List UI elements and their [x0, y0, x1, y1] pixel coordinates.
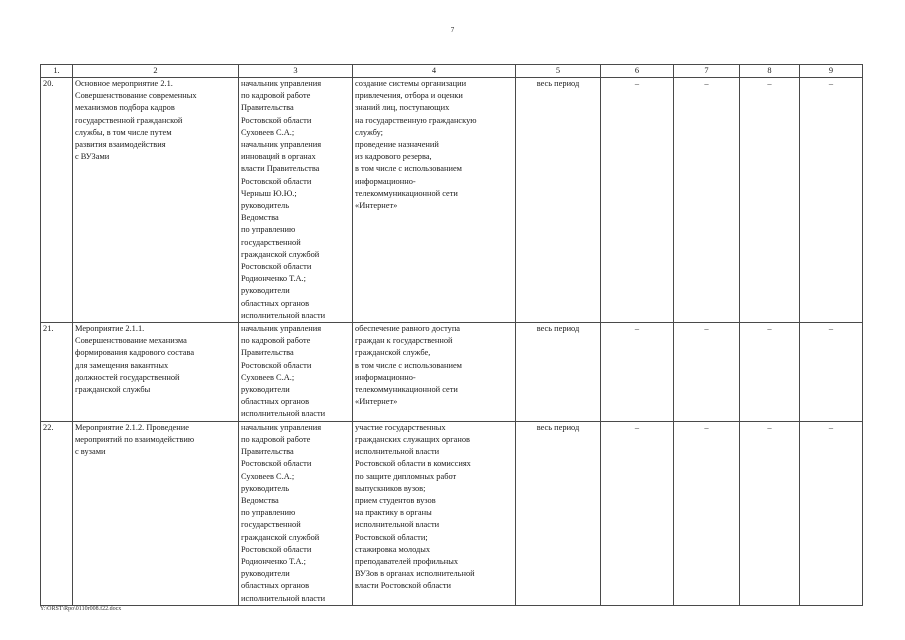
value-cell: –	[601, 421, 674, 605]
table-row	[41, 78, 863, 323]
row-number: 22.	[41, 421, 73, 605]
responsible-executor: начальник управления по кадровой работе Правительства Ростовской области Суховеев С.А.; руководители областных органов исполнительной власти	[239, 323, 353, 422]
column-header: 2	[73, 65, 239, 78]
value-cell: –	[601, 78, 674, 323]
expected-result: участие государственных гражданских служащих органов исполнительной власти Ростовской области в комиссиях по защите дипломных работ выпускников вузов; прием студентов вузов на практику в органы исполнительной власти Ростовской области; стажировка молодых преподавателей профильных ВУЗов в органах исполнительной власти Ростовской области	[353, 421, 516, 605]
column-number-header-row	[41, 65, 863, 78]
value-cell: –	[800, 78, 863, 323]
activity-name: Мероприятие 2.1.2. Проведение мероприятий по взаимодействию с вузами	[73, 421, 239, 605]
responsible-executor: начальник управления по кадровой работе Правительства Ростовской области Суховеев С.А.; начальник управления инноваций в органах власти Правительства Ростовской области Черныш Ю.Ю.; руководитель Ведомства по управлению государственной гражданской службой Ростовской области Родионченко Т.А.; руководители областных органов исполнительной власти	[239, 78, 353, 323]
column-header: 6	[601, 65, 674, 78]
page-number: 7	[450, 26, 455, 34]
row-number: 21.	[41, 323, 73, 422]
row-number: 20.	[41, 78, 73, 323]
expected-result: создание системы организации привлечения, отбора и оценки знаний лиц, поступающих на государственную гражданскую службу; проведение назначений из кадрового резерва, в том числе с использованием информационно- телекоммуникационной сети «Интернет»	[353, 78, 516, 323]
value-cell: –	[601, 323, 674, 422]
value-cell: –	[740, 78, 800, 323]
implementation-term: весь период	[516, 323, 601, 422]
value-cell: –	[674, 421, 740, 605]
table-row	[41, 421, 863, 605]
column-header: 5	[516, 65, 601, 78]
column-header: 1.	[41, 65, 73, 78]
column-header: 3	[239, 65, 353, 78]
activity-name: Мероприятие 2.1.1. Совершенствование механизма формирования кадрового состава для замещения вакантных должностей государственной гражданской службы	[73, 323, 239, 422]
value-cell: –	[674, 78, 740, 323]
value-cell: –	[674, 323, 740, 422]
responsible-executor: начальник управления по кадровой работе Правительства Ростовской области Суховеев С.А.; руководитель Ведомства по управлению государственной гражданской службой Ростовской области Родионченко Т.А.; руководители областных органов исполнительной власти	[239, 421, 353, 605]
table-row	[41, 323, 863, 422]
program-activities-table	[40, 64, 863, 606]
value-cell: –	[800, 421, 863, 605]
value-cell: –	[740, 323, 800, 422]
column-header: 4	[353, 65, 516, 78]
expected-result: обеспечение равного доступа граждан к государственной гражданской службе, в том числе с использованием информационно- телекоммуникационной сети «Интернет»	[353, 323, 516, 422]
value-cell: –	[740, 421, 800, 605]
file-path-footer: Y:\ORST\Rpo\0110r008.f22.docx	[40, 606, 122, 612]
column-header: 8	[740, 65, 800, 78]
column-header: 7	[674, 65, 740, 78]
value-cell: –	[800, 323, 863, 422]
column-header: 9	[800, 65, 863, 78]
activity-name: Основное мероприятие 2.1. Совершенствование современных механизмов подбора кадров государственной гражданской службы, в том числе путем развития взаимодействия с ВУЗами	[73, 78, 239, 323]
implementation-term: весь период	[516, 421, 601, 605]
implementation-term: весь период	[516, 78, 601, 323]
